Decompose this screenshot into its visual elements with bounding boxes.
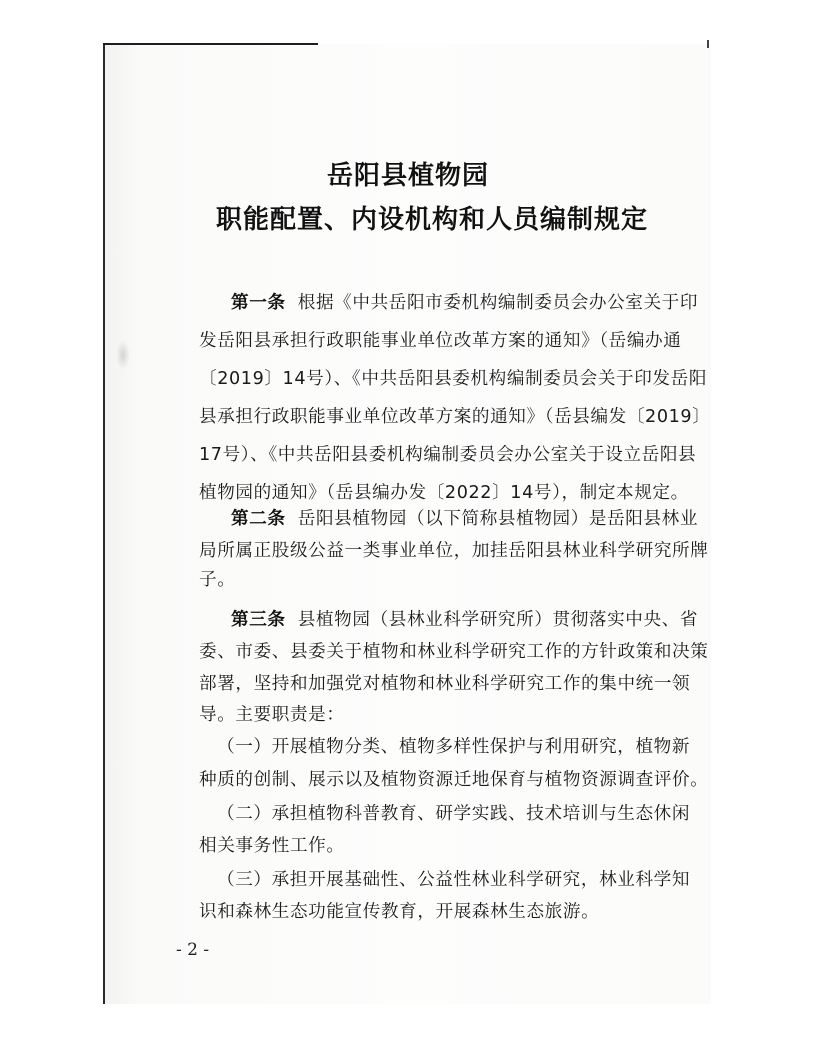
scan-mark [707, 40, 709, 48]
paper-edge-top [103, 43, 318, 45]
article-3-line: 委、市委、县委关于植物和林业科学研究工作的方针政策和决策 [199, 642, 709, 662]
document-title-line-1: 岳阳县植物园 [326, 161, 489, 191]
article-2-line: 子。 [199, 570, 236, 590]
duty-item-3-line-1: （三）承担开展基础性、公益性林业科学研究，林业科学知 [217, 870, 691, 890]
duty-item-2-line-1: （二）承担植物科普教育、研学实践、技术培训与生态休闲 [217, 804, 691, 824]
article-3-first-line [231, 606, 698, 631]
article-2-first-line [231, 505, 698, 530]
article-1-line: 17号）、《中共岳阳县委机构编制委员会办公室关于设立岳阳县 [199, 445, 697, 465]
article-2-line: 岳阳县植物园（以下简称县植物园）是岳阳县林业 [297, 509, 699, 529]
scan-speck [116, 340, 130, 370]
page-number: - 2 - [176, 940, 210, 960]
article-1-line: 发岳阳县承担行政职能事业单位改革方案的通知》（岳编办通 [199, 331, 682, 351]
duty-item-3-line-2: 识和森林生态功能宣传教育，开展森林生态旅游。 [199, 902, 600, 922]
article-3-line: 县植物园（县林业科学研究所）贯彻落实中央、省 [297, 610, 699, 630]
article-3-line: 导。主要职责是： [199, 705, 345, 725]
article-2-line: 局所属正股级公益一类事业单位，加挂岳阳县林业科学研究所牌 [199, 541, 709, 561]
article-3-line: 部署，坚持和加强党对植物和林业科学研究工作的集中统一领 [199, 674, 691, 694]
duty-item-2-line-2: 相关事务性工作。 [199, 836, 345, 856]
article-1-line: 植物园的通知》（岳县编办发〔2022〕14号），制定本规定。 [199, 483, 689, 503]
article-3-label: 第三条 [231, 610, 286, 630]
article-1-label: 第一条 [231, 293, 286, 313]
article-1-line: 根据《中共岳阳市委机构编制委员会办公室关于印 [297, 293, 699, 313]
article-1-line: 〔2019〕14号）、《中共岳阳县委机构编制委员会关于印发岳阳 [199, 369, 708, 389]
document-title-line-2: 职能配置、内设机构和人员编制规定 [215, 205, 648, 235]
article-2-label: 第二条 [231, 509, 286, 529]
article-1-first-line [231, 289, 698, 314]
duty-item-1-line-1: （一）开展植物分类、植物多样性保护与利用研究，植物新 [217, 737, 691, 757]
article-1-line: 县承担行政职能事业单位改革方案的通知》（岳县编发〔2019〕 [199, 407, 711, 427]
duty-item-1-line-2: 种质的创制、展示以及植物资源迁地保育与植物资源调查评价。 [199, 770, 709, 790]
